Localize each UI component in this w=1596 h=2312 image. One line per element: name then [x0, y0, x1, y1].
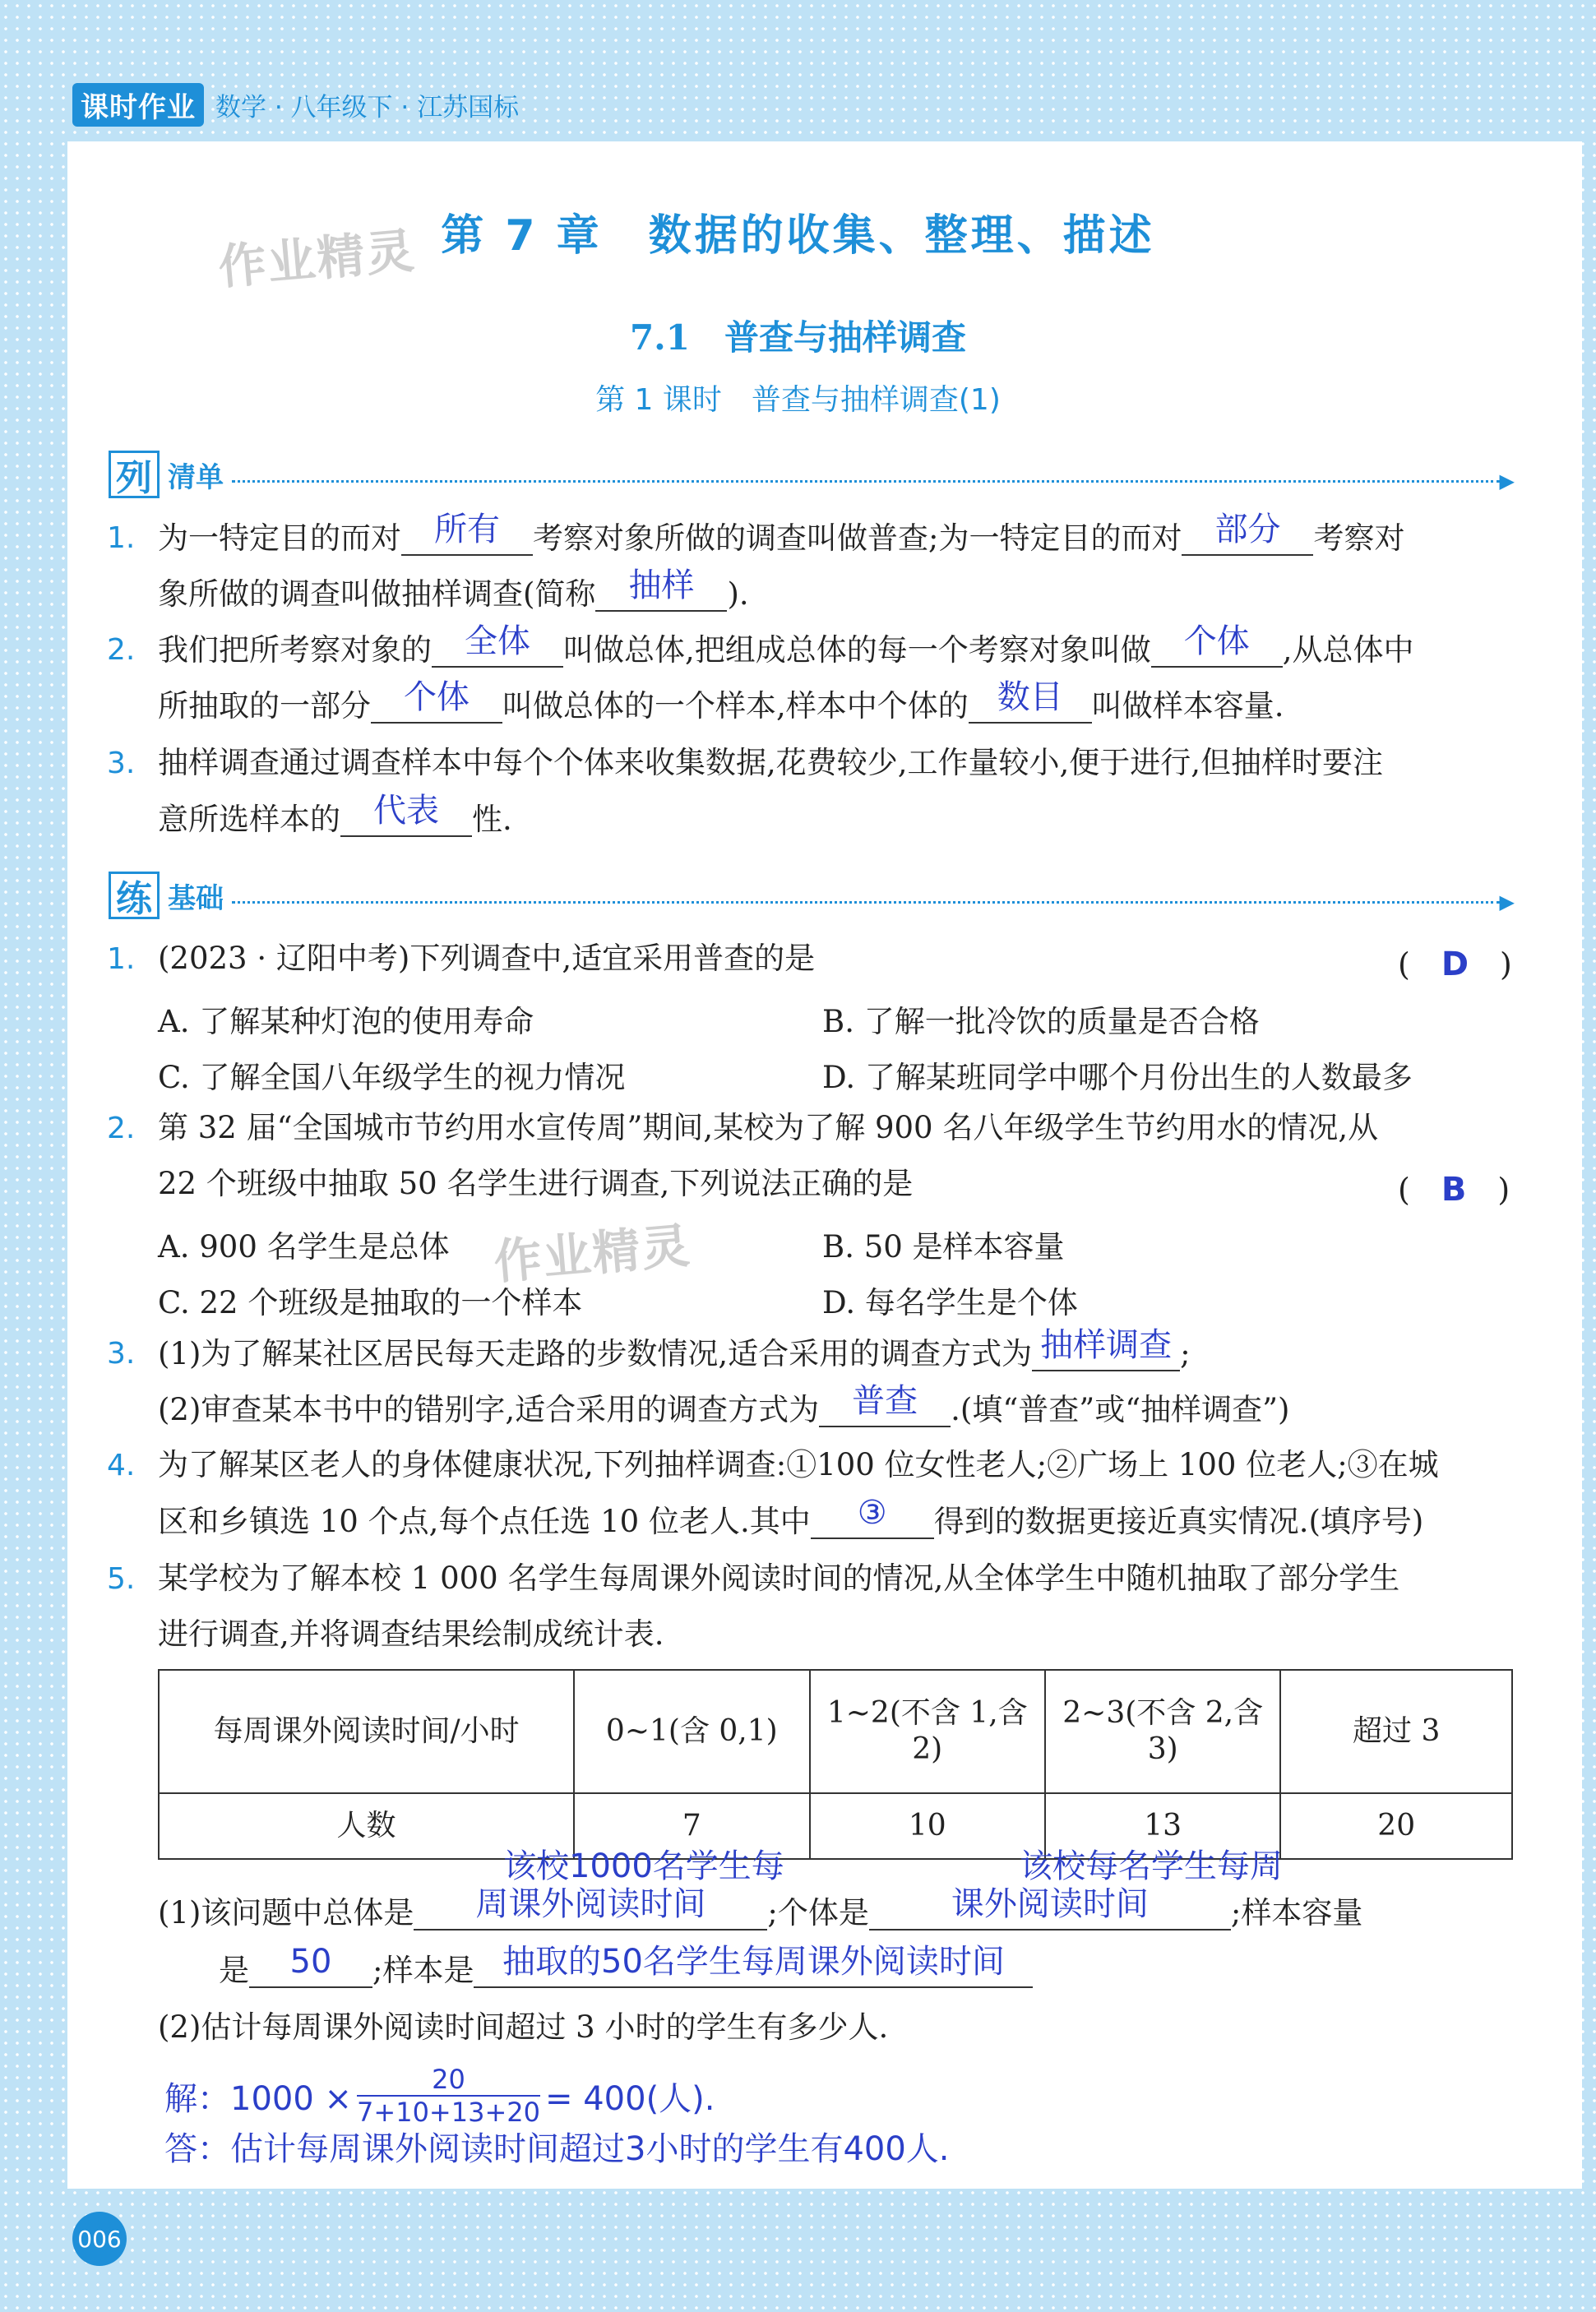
list-item: 抽样调查通过调查样本中每个个体来收集数据,花费较少,工作量较小,便于进行,但抽样时要注 — [158, 745, 1384, 780]
question-line: (2)估计每周课外阅读时间超过 3 小时的学生有多少人. — [158, 2009, 889, 2045]
question-line: (1)该问题中总体是 周课外阅读时间 ;个体是 课外阅读时间 ;样本容量 — [158, 1885, 1363, 1931]
answer-text: 普查 — [852, 1382, 918, 1420]
table-cell: 20 — [1280, 1793, 1512, 1859]
practice-badge: 练 — [109, 872, 160, 919]
list-item: 为一特定目的而对 所有 考察对象所做的调查叫做普查;为一特定目的而对 部分 考察对 — [158, 511, 1405, 556]
option: D. 每名学生是个体 — [822, 1285, 1078, 1320]
answer-text: 课外阅读时间 — [951, 1885, 1149, 1923]
handwritten-answer: 该校每名学生每周 — [1020, 1847, 1283, 1885]
answer-text: 个体 — [1183, 622, 1250, 660]
answer-text: 抽样 — [628, 566, 695, 604]
question-line: 某学校为了解本校 1 000 名学生每周课外阅读时间的情况,从全体学生中随机抽取了部分学生 — [158, 1561, 1400, 1596]
item-number: 5. — [107, 1562, 136, 1596]
brand-logo: 课时作业 — [72, 83, 204, 127]
table-header: 超过 3 — [1280, 1670, 1512, 1793]
table-cell: 7 — [574, 1793, 809, 1859]
answer-text: 代表 — [373, 792, 439, 830]
item-number: 3. — [107, 1337, 136, 1371]
watermark: 作业精灵 — [215, 222, 418, 296]
book-header — [72, 82, 519, 127]
item-number: 1. — [107, 942, 136, 976]
lesson-title: 第 1 课时 普查与抽样调查(1) — [595, 383, 1001, 417]
answer-text: 所有 — [434, 511, 500, 548]
list-item: 我们把所考察对象的 全体 叫做总体,把组成总体的每一个考察对象叫做 个体 ,从总体中 — [158, 622, 1414, 668]
section-title: 7.1 普查与抽样调查 — [629, 317, 967, 358]
item-number: 2. — [107, 1112, 136, 1145]
dotted-divider — [232, 480, 1500, 483]
table-cell: 13 — [1045, 1793, 1280, 1859]
question-line: 区和乡镇选 10 个点,每个点任选 10 位老人.其中 ③ 得到的数据更接近真实情况.(填序号) — [158, 1494, 1424, 1539]
question-line: 为了解某区老人的身体健康状况,下列抽样调查:①100 位女性老人;②广场上 100 位老人;③在城 — [158, 1447, 1439, 1482]
question-line: 进行调查,并将调查结果绘制成统计表. — [158, 1616, 664, 1652]
option: A. 900 名学生是总体 — [158, 1229, 450, 1265]
list-item: 意所选样本的 代表 性. — [158, 792, 512, 837]
solution-answer: 答：估计每周课外阅读时间超过3小时的学生有400人. — [164, 2130, 950, 2168]
book-subtitle: 数学 · 八年级下 · 江苏国标 — [215, 92, 520, 123]
question-stem: 第 32 届“全国城市节约用水宣传周”期间,某校为了解 900 名八年级学生节约用水的情况,从 — [158, 1110, 1379, 1145]
solution-line: 解：1000 × $\frac{20}{7+10+13+20}$ = 400(人). — [164, 2064, 715, 2128]
answer-bracket: ( B ) — [1398, 1171, 1510, 1209]
table-cell: 10 — [810, 1793, 1045, 1859]
question-stem: (2023 · 辽阳中考)下列调查中,适宜采用普查的是 — [158, 941, 816, 976]
answer-text: 部分 — [1214, 511, 1281, 548]
option: C. 了解全国八年级学生的视力情况 — [158, 1060, 626, 1095]
table-header: 2~3(不含 2,含 3) — [1045, 1670, 1280, 1793]
reading-time-table — [158, 1669, 1513, 1860]
practice-section-bar — [109, 868, 1515, 922]
question-line: (2)审查某本书中的错别字,适合采用的调查方式为 普查 .(填“普查”或“抽样调查”) — [158, 1382, 1290, 1427]
answer-text: 50 — [289, 1943, 332, 1981]
option: B. 了解一批冷饮的质量是否合格 — [822, 1004, 1260, 1039]
table-header: 0~1(含 0,1) — [574, 1670, 809, 1793]
table-header: 1~2(不含 1,含 2) — [810, 1670, 1045, 1793]
option: C. 22 个班级是抽取的一个样本 — [158, 1285, 583, 1320]
dotted-divider — [232, 901, 1500, 904]
answer-text: 周课外阅读时间 — [475, 1885, 706, 1923]
table-header-row — [159, 1670, 1512, 1793]
answer-text: 抽取的50名学生每周课外阅读时间 — [502, 1943, 1005, 1981]
page-number: 006 — [72, 2212, 127, 2266]
handwritten-answer: 该校1000名学生每 — [503, 1847, 784, 1885]
arrow-right-icon: ▶ — [1499, 890, 1515, 913]
arrow-right-icon: ▶ — [1499, 469, 1515, 492]
fraction: $\frac{20}{7+10+13+20}$ — [357, 2064, 540, 2128]
answer-text: 全体 — [465, 622, 530, 660]
watermark: 作业精灵 — [491, 1217, 693, 1291]
answer-bracket: ( D ) — [1398, 946, 1512, 983]
answer-text: 数目 — [997, 678, 1063, 716]
chapter-title: 第 7 章 数据的收集、整理、描述 — [441, 211, 1155, 261]
list-item: 所抽取的一部分 个体 叫做总体的一个样本,样本中个体的 数目 叫做样本容量. — [158, 678, 1284, 724]
question-line: 是 50 ;样本是 抽取的50名学生每周课外阅读时间 — [219, 1950, 1033, 1991]
item-number: 3. — [107, 747, 136, 780]
question-line: (1)为了解某社区居民每天走路的步数情况,适合采用的调查方式为 抽样调查 ; — [158, 1326, 1191, 1371]
answer-text: 抽样调查 — [1040, 1326, 1173, 1364]
table-header: 每周课外阅读时间/小时 — [159, 1670, 574, 1793]
table-row — [159, 1793, 1512, 1859]
item-number: 4. — [107, 1449, 136, 1482]
option: B. 50 是样本容量 — [822, 1229, 1065, 1265]
answer-text: ③ — [857, 1494, 887, 1532]
item-number: 1. — [107, 521, 136, 555]
list-badge: 列 — [109, 451, 160, 498]
table-cell: 人数 — [159, 1793, 574, 1859]
list-item: 象所做的调查叫做抽样调查(简称 抽样 ). — [158, 566, 749, 612]
practice-section-title: 基础 — [168, 881, 224, 915]
option: A. 了解某种灯泡的使用寿命 — [158, 1004, 534, 1039]
list-section-title: 清单 — [168, 460, 224, 494]
question-stem: 22 个班级中抽取 50 名学生进行调查,下列说法正确的是 — [158, 1166, 914, 1201]
answer-text: 个体 — [404, 678, 470, 716]
list-section-bar — [109, 447, 1515, 502]
option: D. 了解某班同学中哪个月份出生的人数最多 — [822, 1060, 1413, 1095]
item-number: 2. — [107, 633, 136, 667]
